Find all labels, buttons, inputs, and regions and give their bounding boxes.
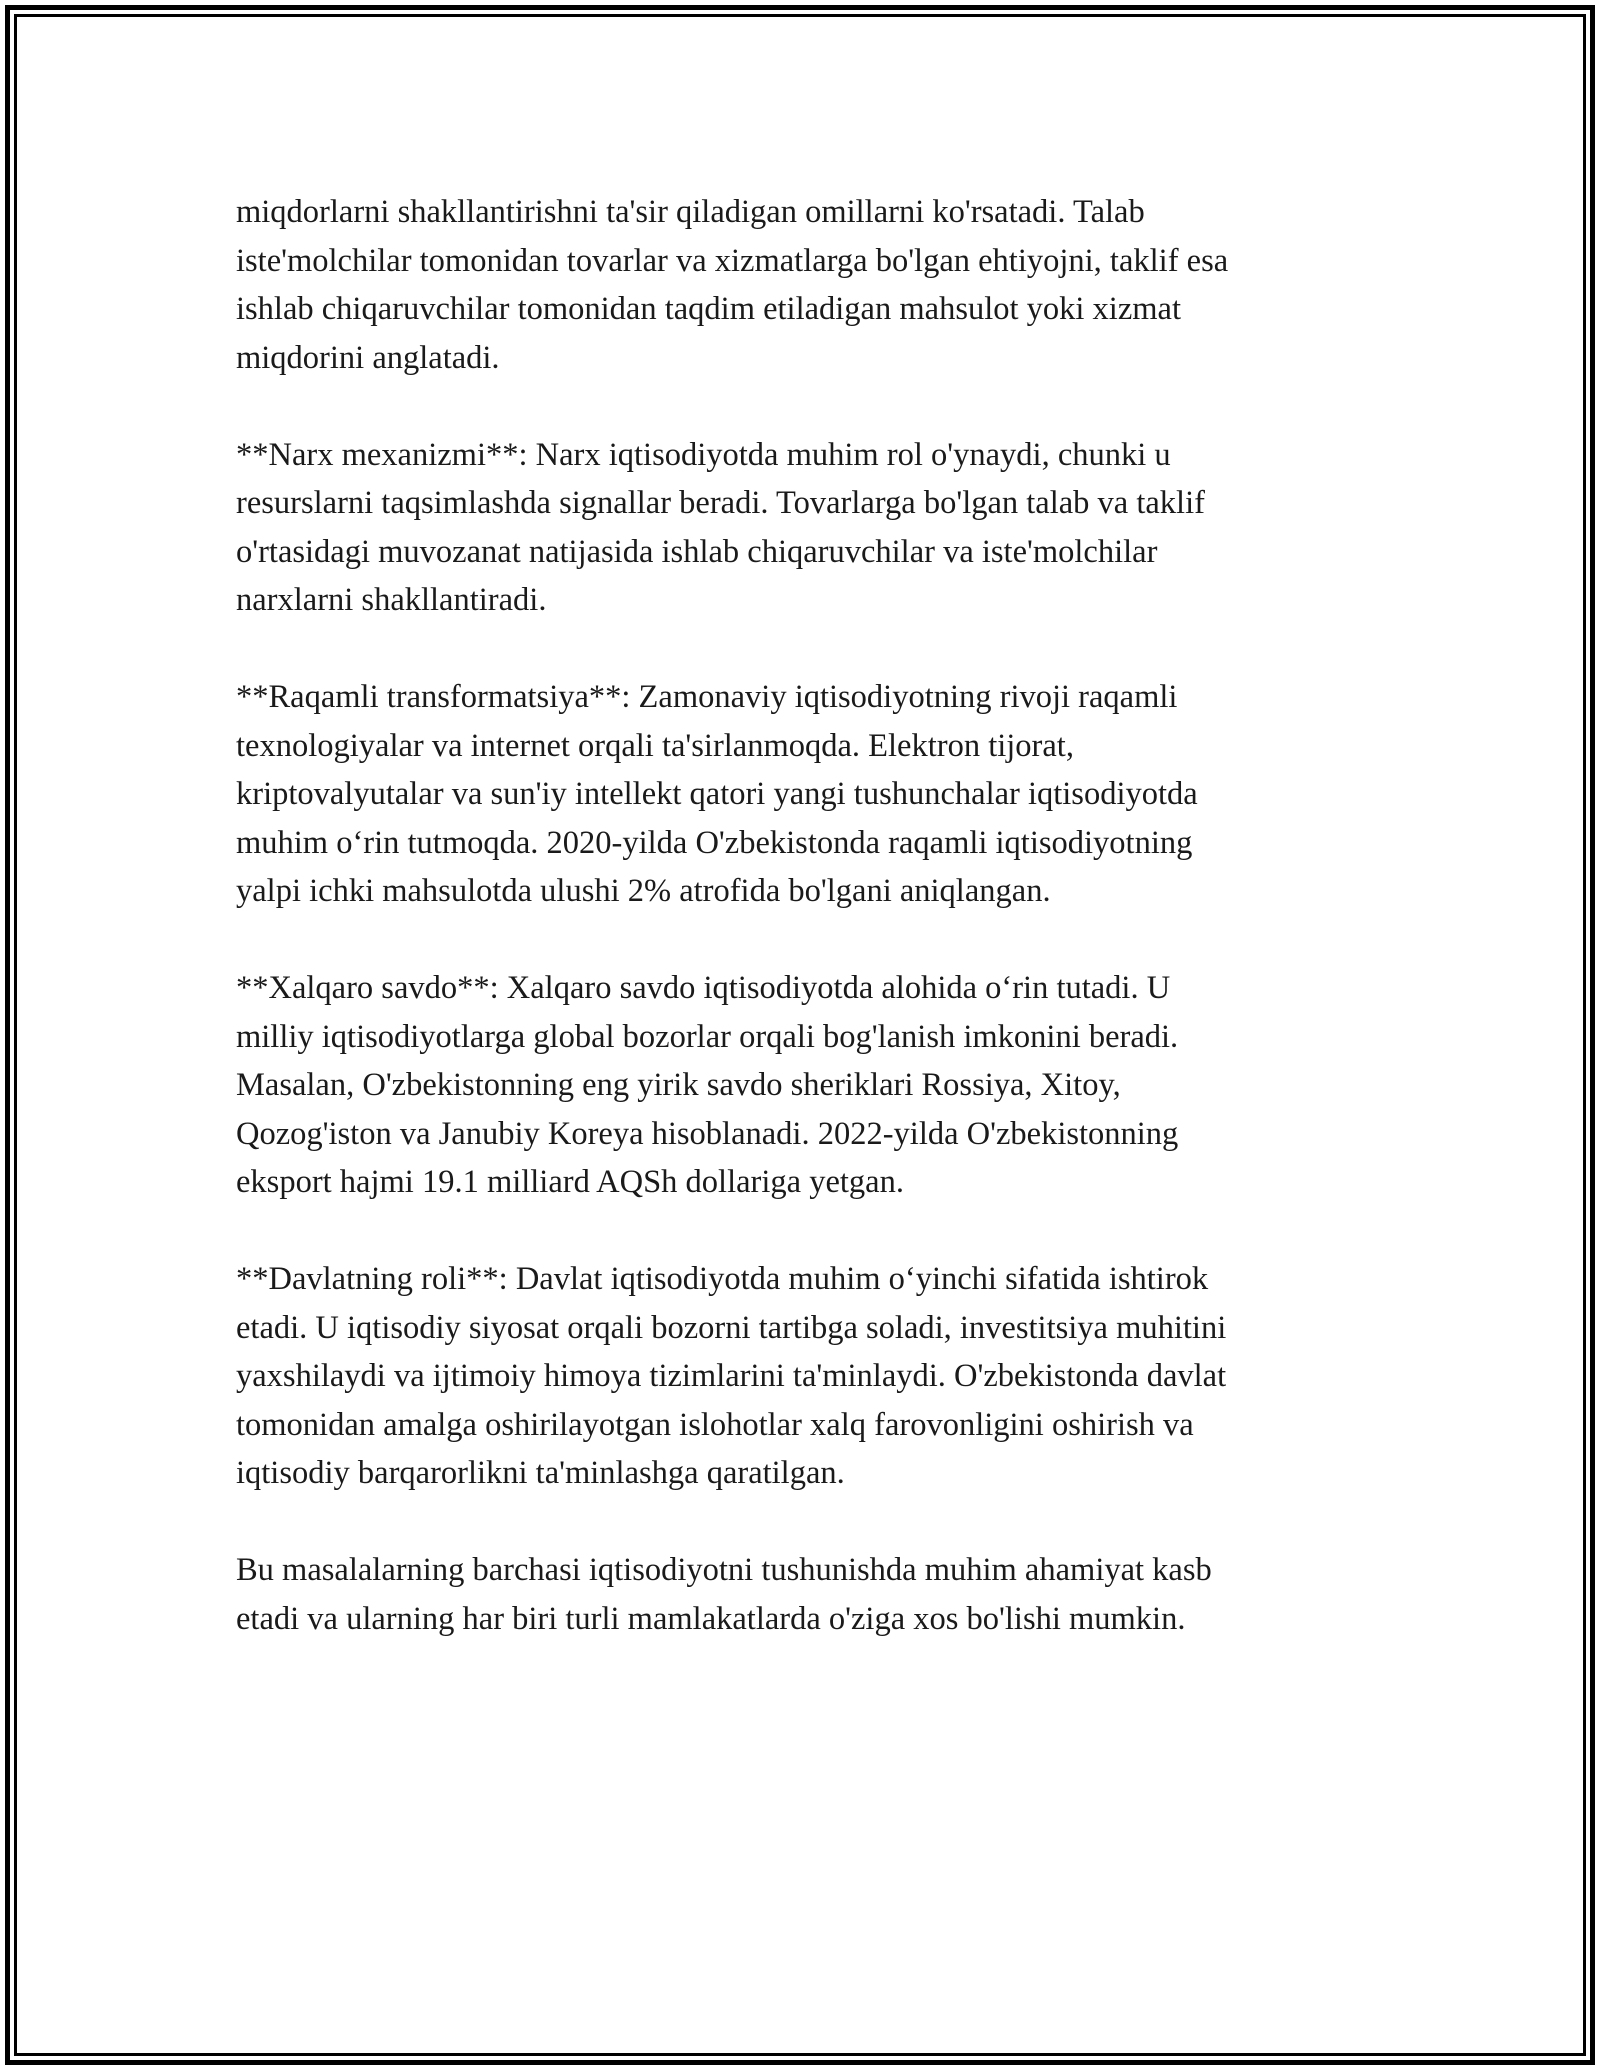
document-body <box>236 188 1386 1643</box>
paragraph-demand-supply: miqdorlarni shakllantirishni ta'sir qiladigan omillarni ko'rsatadi. Talab istе'molchilar tomonidan tovarlar va xizmatlarga bo'lgan ehtiyojni, taklif esa ishlab chiqaruvchilar tomonidan taqdim etiladigan mahsulot yoki xizmat miqdorini anglatadi. <box>236 194 1229 376</box>
paragraph-international-trade: **Xalqaro savdo**: Xalqaro savdo iqtisodiyotda alohida o‘rin tutadi. U milliy iqtisodiyotlarga global bozorlar orqali bog'lanish imkonini beradi. Masalan, O'zbekistonning eng yirik savdo sheriklari Rossiya, Xitoy, Qozog'iston va Janubiy Koreya hisoblanadi. 2022-yilda O'zbekistonning eksport hajmi 19.1 milliard AQSh dollariga yetgan. <box>236 970 1179 1200</box>
paragraph-conclusion: Bu masalalarning barchasi iqtisodiyotni tushunishda muhim ahamiyat kasb etadi va ularning har biri turli mamlakatlarda o'ziga xos bo'lishi mumkin. <box>236 1552 1212 1637</box>
paragraph-price-mechanism: **Narx mexanizmi**: Narx iqtisodiyotda muhim rol o'ynaydi, chunki u resurslarni taqsimlashda signallar beradi. Tovarlarga bo'lgan talab va taklif o'rtasidagi muvozanat natijasida ishlab chiqaruvchilar va iste'molchilar narxlarni shakllantiradi. <box>236 436 1205 618</box>
paragraph-digital-transformation: **Raqamli transformatsiya**: Zamonaviy iqtisodiyotning rivoji raqamli texnologiyalar va internet orqali ta'sirlanmoqda. Elektron tijorat, kriptovalyutalar va sun'iy intellekt qatori yangi tushunchalar iqtisodiyotda muhim o‘rin tutmoqda. 2020-yilda O'zbekistonda raqamli iqtisodiyotning yalpi ichki mahsulotda ulushi 2% atrofida bo'lgani aniqlangan. <box>236 679 1198 909</box>
paragraph-role-of-state: **Davlatning roli**: Davlat iqtisodiyotda muhim o‘yinchi sifatida ishtirok etadi. U iqtisodiy siyosat orqali bozorni tartibga soladi, investitsiya muhitini yaxshilaydi va ijtimoiy himoya tizimlarini ta'minlaydi. O'zbekistonda davlat tomonidan amalga oshirilayotgan islohotlar xalq farovonligini oshirish va iqtisodiy barqarorlikni ta'minlashga qaratilgan. <box>236 1261 1227 1491</box>
